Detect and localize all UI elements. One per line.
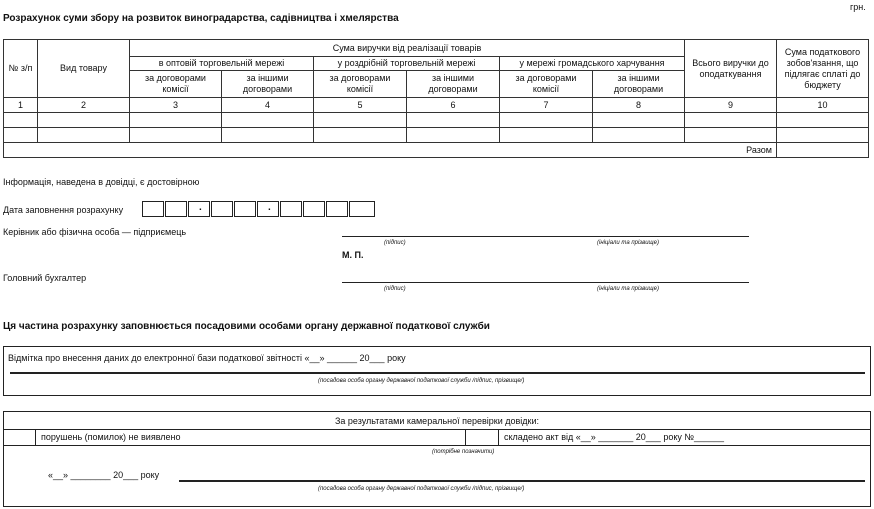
mark-hint: (потрібне позначити) [432, 449, 495, 455]
header-product: Вид товару [38, 40, 130, 98]
accountant-label: Головний бухгалтер [3, 273, 87, 283]
header-sub-commission: за договорами комісії [500, 71, 593, 98]
header-sub-commission: за договорами комісії [130, 71, 222, 98]
inspection-signature-line[interactable] [179, 480, 865, 482]
inspection-hint: (посадова особа органу державної податкової служби /підпис, прізвище/) [318, 486, 525, 492]
database-mark-box [3, 346, 871, 396]
header-total: Всього виручки до оподаткування [685, 40, 777, 98]
no-violations-checkbox[interactable] [6, 430, 34, 444]
col-number: 10 [777, 98, 869, 113]
table-row[interactable] [4, 128, 869, 143]
stamp-label: М. П. [342, 250, 364, 260]
signature-hint: (підпис) [384, 240, 406, 246]
col-number: 8 [593, 98, 685, 113]
col-number: 5 [314, 98, 407, 113]
initials-hint: (ініціали та прізвище) [597, 240, 659, 246]
total-label: Разом [4, 143, 777, 158]
header-sub-other: за іншими договорами [593, 71, 685, 98]
total-row [4, 143, 869, 158]
date-label: Дата заповнення розрахунку [3, 205, 124, 215]
total-value[interactable] [777, 143, 869, 158]
manager-signature-line[interactable] [342, 236, 749, 237]
info-statement: Інформація, наведена в довідці, є достовірною [3, 177, 200, 187]
no-violations-label: порушень (помилок) не виявлено [41, 432, 181, 442]
database-mark-text: Відмітка про внесення даних до електронної бази податкової звітності «__» ______ 20___ року [8, 353, 406, 363]
accountant-signature-line[interactable] [342, 282, 749, 283]
header-wholesale: в оптовій торговельній мережі [130, 57, 314, 71]
col-number: 9 [685, 98, 777, 113]
inspection-title: За результатами камеральної перевірки довідки: [334, 416, 540, 426]
signature-hint: (підпис) [384, 286, 406, 292]
act-checkbox[interactable] [466, 430, 497, 444]
header-retail: у роздрібній торговельній мережі [314, 57, 500, 71]
header-catering: у мережі громадського харчування [500, 57, 685, 71]
manager-label: Керівник або фізична особа — підприємець [3, 227, 187, 237]
col-number: 4 [222, 98, 314, 113]
header-sub-commission: за договорами комісії [314, 71, 407, 98]
page-title: Розрахунок суми збору на розвиток виноградарства, садівництва і хмелярства [3, 13, 399, 24]
header-tax: Сума податкового зобов'язання, що підлягає сплаті до бюджету [777, 40, 869, 98]
header-sub-other: за іншими договорами [407, 71, 500, 98]
col-number: 6 [407, 98, 500, 113]
header-revenue: Сума виручки від реалізації товарів [130, 40, 685, 57]
inspection-date: «__» ________ 20___ року [48, 470, 160, 480]
col-number: 1 [4, 98, 38, 113]
revenue-table [3, 39, 869, 158]
inspection-box [3, 411, 871, 507]
table-row[interactable] [4, 113, 869, 128]
act-label: складено акт від «__» _______ 20___ року №______ [504, 432, 725, 442]
section-title: Ця частина розрахунку заповнюється посадовими особами органу державної податкової служби [3, 321, 490, 332]
currency-label: грн. [850, 2, 866, 12]
col-number: 7 [500, 98, 593, 113]
header-no: № з/п [4, 40, 38, 98]
official-signature-line[interactable] [10, 372, 865, 374]
initials-hint: (ініціали та прізвище) [597, 286, 659, 292]
header-sub-other: за іншими договорами [222, 71, 314, 98]
col-number: 2 [38, 98, 130, 113]
col-number: 3 [130, 98, 222, 113]
official-hint: (посадова особа органу державної податкової служби /підпис, прізвище/) [318, 378, 525, 384]
